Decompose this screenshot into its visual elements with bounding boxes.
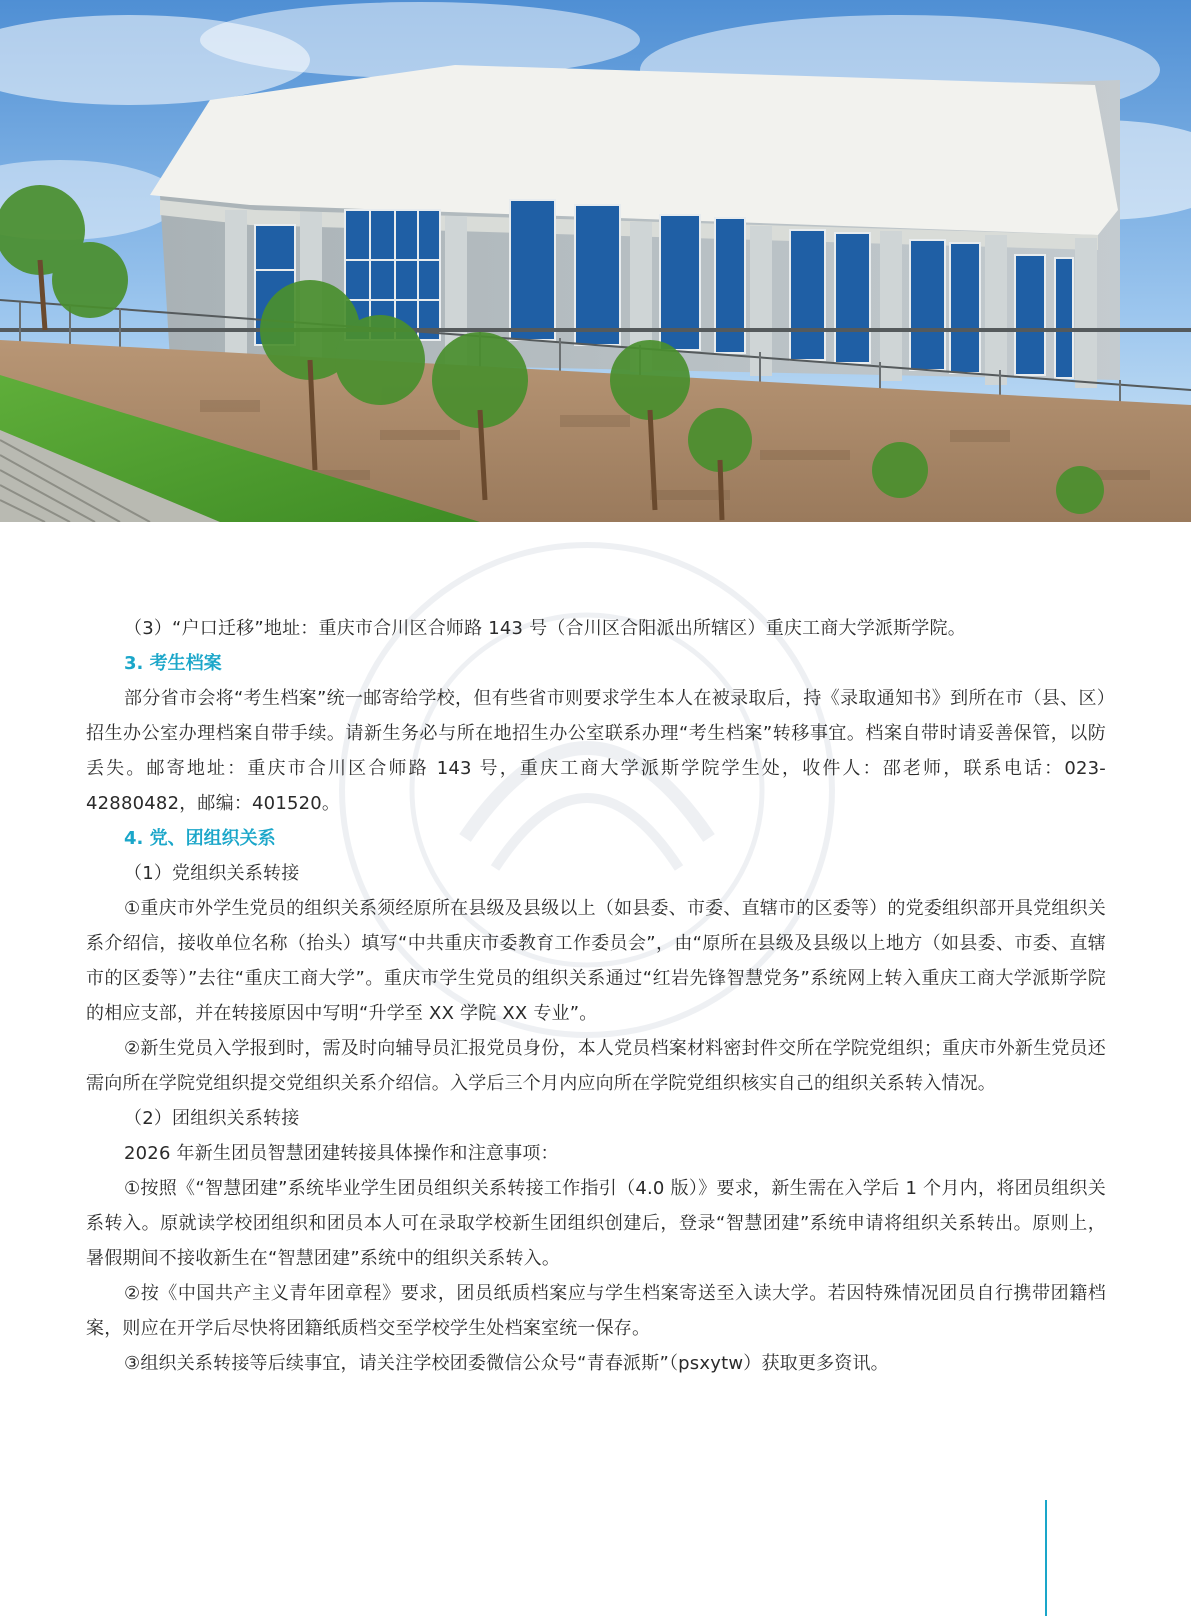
hukou-address-paragraph: （3）“户口迁移”地址：重庆市合川区合师路 143 号（合川区合阳派出所辖区）重庆工商大学派斯学院。	[124, 618, 966, 639]
section-heading-party-league: 4. 党、团组织关系	[124, 828, 276, 849]
league-transfer-paragraph-1: ①按照《“智慧团建”系统毕业学生团员组织关系转接工作指引（4.0 版）》要求，新生需在入学后 1 个月内，将团员组织关系转入。原就读学校团组织和团员本人可在录取学校新生团组织创建后，登录“智慧团建”系统申请将组织关系转出。原则上，暑假期间不接收新生在“智慧团建”系统中的组织关系转入。	[86, 1178, 1106, 1269]
student-archive-paragraph: 部分省市会将“考生档案”统一邮寄给学校，但有些省市则要求学生本人在被录取后，持《录取通知书》到所在市（县、区）招生办公室办理档案自带手续。请新生务必与所在地招生办公室联系办理“考生档案”转移事宜。档案自带时请妥善保管，以防丢失。邮寄地址：重庆市合川区合师路 143 号，重庆工商大学派斯学院学生处，收件人：邵老师，联系电话：023-42880482，邮编：401520。	[86, 688, 1106, 814]
league-transfer-paragraph-2: ②按《中国共产主义青年团章程》要求，团员纸质档案应与学生档案寄送至入读大学。若因特殊情况团员自行携带团籍档案，则应在开学后尽快将团籍纸质档交至学校学生处档案室统一保存。	[86, 1283, 1106, 1339]
league-transfer-paragraph-3: ③组织关系转接等后续事宜，请关注学校团委微信公众号“青春派斯”（psxytw）获取更多资讯。	[124, 1353, 889, 1374]
subheading-party-transfer: （1）党组织关系转接	[124, 863, 300, 884]
party-transfer-paragraph-2: ②新生党员入学报到时，需及时向辅导员汇报党员身份，本人党员档案材料密封件交所在学院党组织；重庆市外新生党员还需向所在学院党组织提交党组织关系介绍信。入学后三个月内应向所在学院党组织核实自己的组织关系转入情况。	[86, 1038, 1106, 1094]
campus-building-photo	[0, 0, 1191, 522]
league-transfer-intro: 2026 年新生团员智慧团建转接具体操作和注意事项：	[124, 1143, 559, 1164]
section-heading-student-archive: 3. 考生档案	[124, 653, 222, 674]
document-body	[86, 611, 1106, 1381]
page-edge-rule	[1045, 1500, 1047, 1616]
subheading-league-transfer: （2）团组织关系转接	[124, 1108, 300, 1129]
party-transfer-paragraph-1: ①重庆市外学生党员的组织关系须经原所在县级及县级以上（如县委、市委、直辖市的区委等）的党委组织部开具党组织关系介绍信，接收单位名称（抬头）填写“中共重庆市委教育工作委员会”，由“原所在县级及县级以上地方（如县委、市委、直辖市的区委等）”去往“重庆工商大学”。重庆市学生党员的组织关系通过“红岩先锋智慧党务”系统网上转入重庆工商大学派斯学院的相应支部，并在转接原因中写明“升学至 XX 学院 XX 专业”。	[86, 898, 1106, 1024]
